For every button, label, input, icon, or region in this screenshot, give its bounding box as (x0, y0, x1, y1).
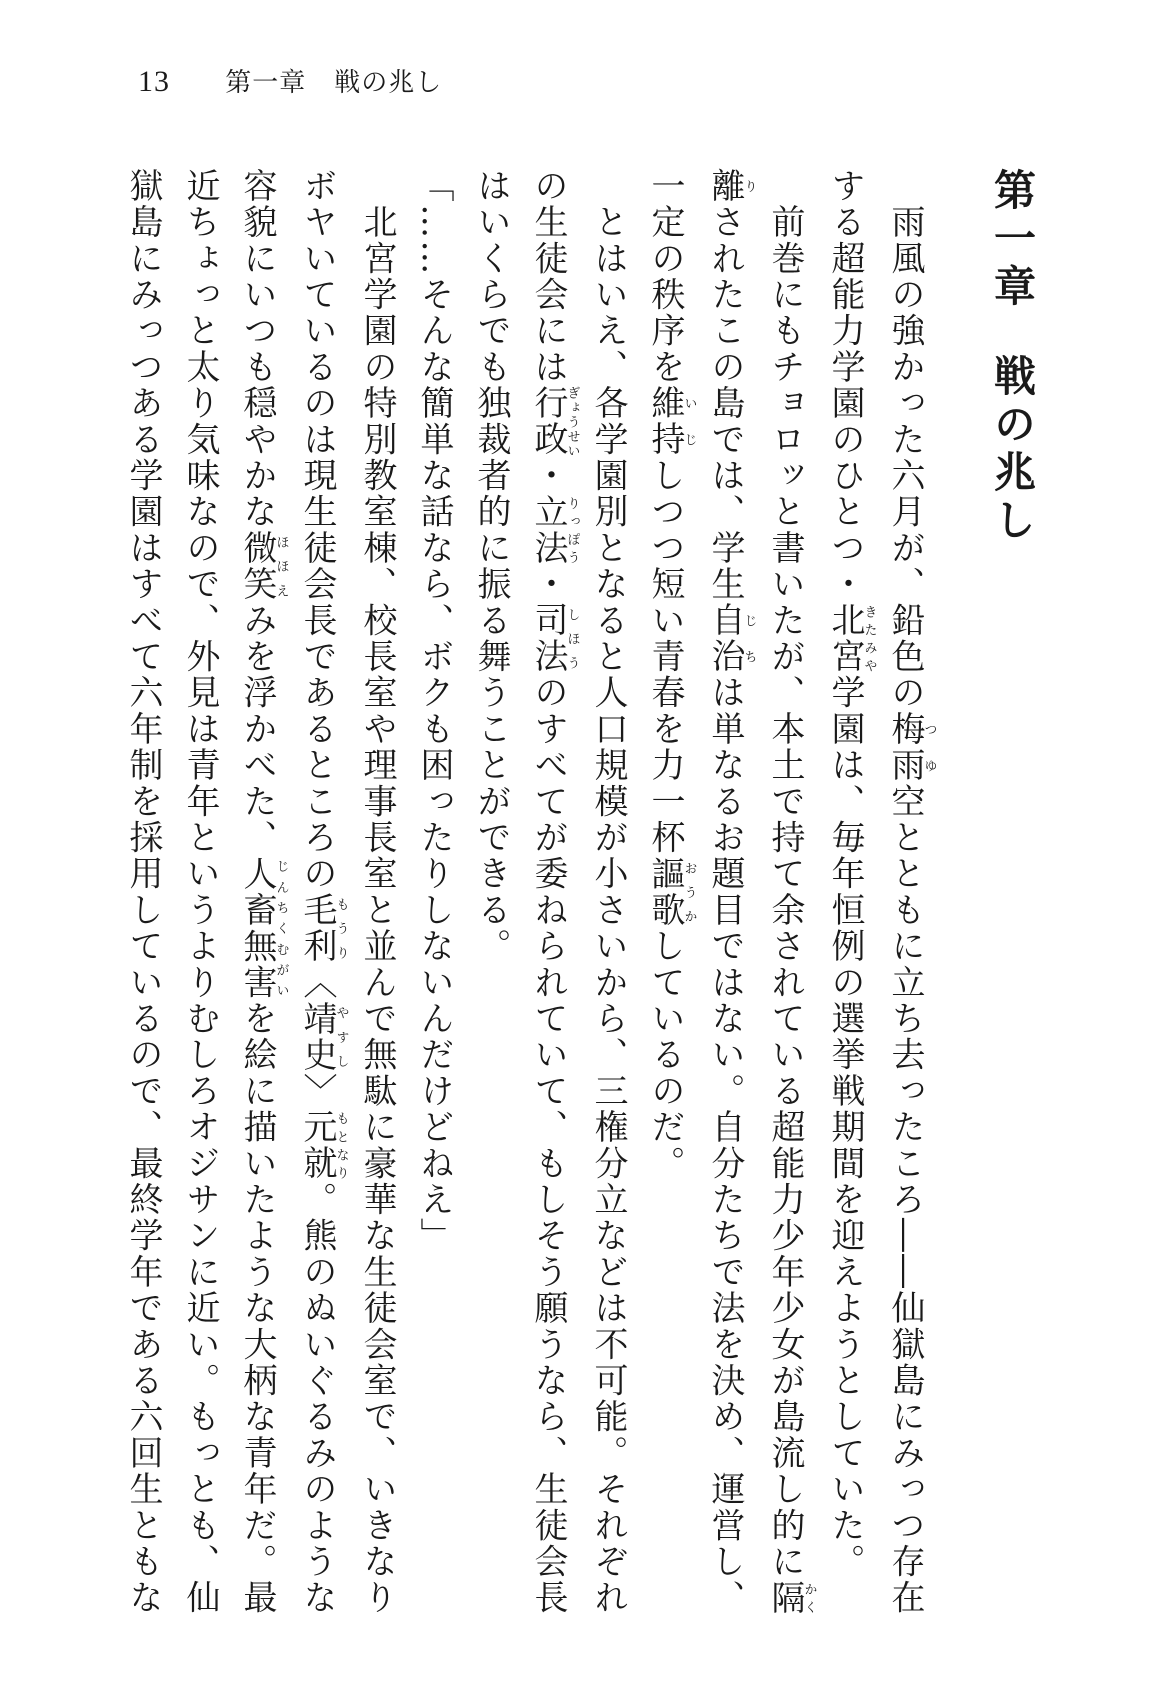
text-line: 前巻にもチョロッと書いたが、本土で持て余されている超能力少年少女が島流し的に隔かく (765, 204, 817, 1617)
text-line: 離りされたこの島では、学生自治じちは単なるお題目ではない。自分たちで法を決め、運営し、 (705, 168, 757, 1617)
text-line: はいくらでも独裁者的に振る舞うことができる。 (471, 168, 511, 965)
text-line: とはいえ、各学園別となると人口規模が小さいから、三権分立などは不可能。それぞれ (588, 204, 628, 1617)
ruby-word: 離り (705, 168, 757, 205)
vertical-text-body (114, 168, 1040, 1623)
text-line: 一定の秩序を維持いじしつつ短い青春を力一杯謳歌おうかしているのだ。 (645, 168, 697, 1182)
ruby-word: 人畜無害じんちくむがい (237, 855, 289, 1001)
text-line: する超能力学園のひとつ・北宮きたみや学園は、毎年恒例の選挙戦期間を迎えようとしていた。 (825, 168, 877, 1580)
header-chapter: 第一章 (225, 68, 307, 98)
header-title: 戦の兆し (334, 68, 443, 98)
ruby-word: 元就もとなり (297, 1109, 349, 1182)
text-line: ボヤいているのは現生徒会長であるところの毛利もうり〈靖史やすし〉元就もとなり。熊のぬいぐるみのような (297, 168, 349, 1617)
text-line: 北宮学園の特別教室棟、校長室や理事長室と並んで無駄に豪華な生徒会室で、いきなり (357, 204, 397, 1617)
running-header (138, 62, 442, 99)
chapter-heading (984, 168, 1040, 1623)
ruby-word: 自治じち (705, 602, 757, 675)
page-number: 13 (138, 65, 170, 98)
ruby-word: 立法りっぽう (528, 493, 580, 567)
ruby-word: 維持いじ (645, 385, 697, 458)
ruby-word: 隔かく (765, 1579, 817, 1617)
text-line: 近ちょっと太り気味なので、外見は青年というよりむしろオジサンに近い。もっとも、仙 (180, 168, 220, 1616)
text-line: 「……そんな簡単な話なら、ボクも困ったりしないんだけどねえ」 (414, 168, 454, 1254)
ruby-word: 謳歌おうか (645, 855, 697, 929)
ruby-word: 靖史やすし (297, 1000, 349, 1074)
ruby-word: 梅雨つゆ (885, 711, 937, 784)
ruby-word: 毛利もうり (297, 892, 349, 965)
ruby-word: 行政ぎょうせい (528, 385, 580, 458)
text-line: の生徒会には行政ぎょうせい・立法りっぽう・司法しほうのすべてが委ねられていて、もしそう願うなら、生徒会長 (528, 168, 580, 1617)
ruby-word: 微笑ほほえ (237, 530, 289, 603)
text-line: 獄島にみっつある学園はすべて六年制を採用しているので、最終学年である六回生ともな (123, 168, 163, 1616)
ruby-word: 北宮きたみや (825, 602, 877, 675)
chapter-number: 第一章 (988, 168, 1037, 312)
text-line: 雨風の強かった六月が、鉛色の梅雨つゆ空とともに立ち去ったころ――仙獄島にみっつ存在 (885, 204, 937, 1617)
text-line: 容貌にいつも穏やかな微笑ほほえみを浮かべた、人畜無害じんちくむがいを絵に描いたような大柄な青年だ。最 (237, 168, 289, 1617)
chapter-title: 戦の兆し (988, 354, 1037, 546)
ruby-word: 司法しほう (528, 602, 580, 675)
